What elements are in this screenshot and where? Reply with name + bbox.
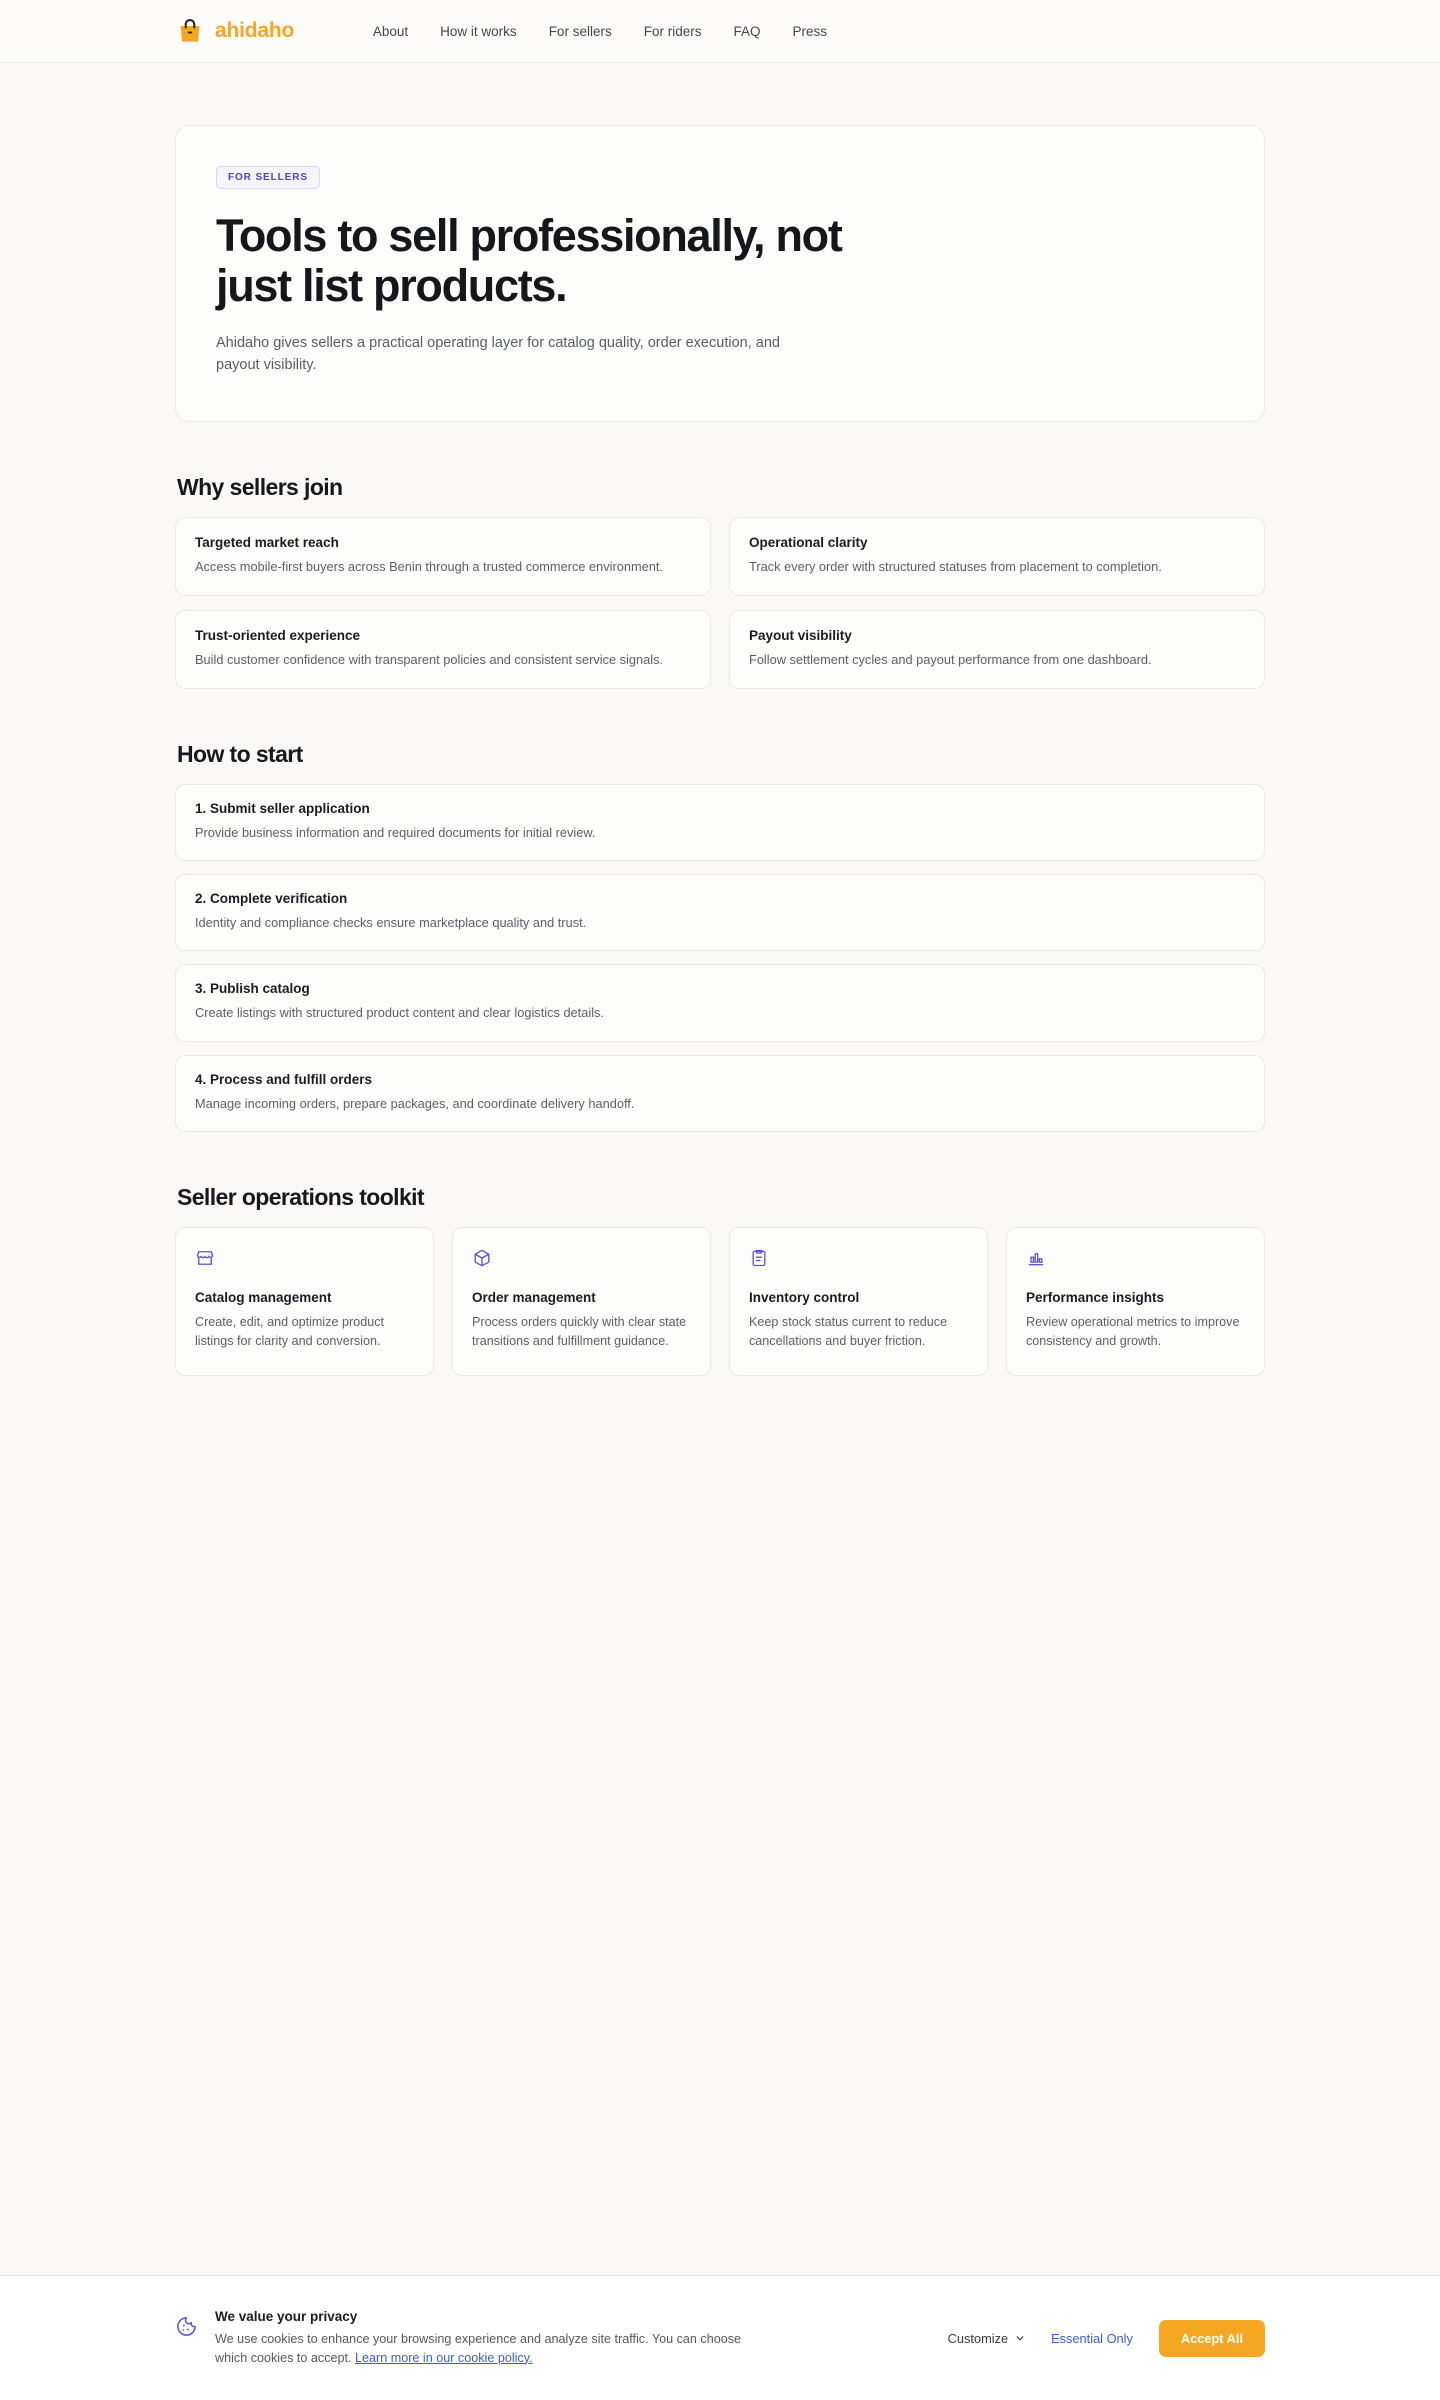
storefront-icon <box>195 1248 414 1268</box>
tool-card <box>729 1227 988 1376</box>
brand-name: ahidaho <box>215 19 295 42</box>
hero-section <box>175 125 1265 422</box>
benefit-card <box>175 610 711 689</box>
nav-link-faq[interactable]: FAQ <box>733 23 761 39</box>
tool-card <box>175 1227 434 1376</box>
step-title: 4. Process and fulfill orders <box>195 1071 373 1087</box>
cookie-message <box>175 2309 765 2368</box>
tool-card <box>452 1227 711 1376</box>
chevron-down-icon <box>1015 2331 1025 2346</box>
step-title: 3. Publish catalog <box>195 981 310 997</box>
step-description: Provide business information and required documents for initial review. <box>195 825 596 841</box>
benefits-grid <box>175 517 1265 689</box>
benefit-description: Follow settlement cycles and payout performance from one dashboard. <box>749 651 1152 667</box>
bar-chart-icon <box>1026 1248 1245 1268</box>
cookie-text <box>215 2330 765 2368</box>
benefit-title: Payout visibility <box>749 627 852 643</box>
page-content <box>175 63 1265 1376</box>
benefit-card <box>175 517 711 596</box>
accept-all-button[interactable]: Accept All <box>1159 2320 1265 2357</box>
step-description: Create listings with structured product content and clear logistics details. <box>195 1005 604 1021</box>
tool-title: Inventory control <box>749 1289 860 1305</box>
customize-label: Customize <box>947 2330 1009 2346</box>
nav-link-press[interactable]: Press <box>792 23 827 39</box>
cookie-policy-link[interactable]: Learn more in our cookie policy. <box>355 2350 533 2365</box>
step-description: Manage incoming orders, prepare packages, and coordinate delivery handoff. <box>195 1095 635 1111</box>
benefit-title: Operational clarity <box>749 534 868 550</box>
step-card <box>175 874 1265 951</box>
steps-list <box>175 784 1265 1132</box>
tool-description: Review operational metrics to improve consistency and growth. <box>1026 1314 1240 1348</box>
cookie-title: We value your privacy <box>215 2308 358 2324</box>
tool-description: Create, edit, and optimize product listings for clarity and conversion. <box>195 1314 385 1348</box>
step-card <box>175 964 1265 1041</box>
toolkit-grid <box>175 1227 1265 1376</box>
benefit-description: Track every order with structured statuses from placement to completion. <box>749 558 1162 574</box>
benefit-card <box>729 517 1265 596</box>
nav-link-about[interactable]: About <box>372 23 409 39</box>
benefit-description: Access mobile-first buyers across Benin through a trusted commerce environment. <box>195 558 663 574</box>
step-description: Identity and compliance checks ensure marketplace quality and trust. <box>195 915 587 931</box>
nav-link-how-it-works[interactable]: How it works <box>440 23 517 39</box>
cookie-consent-banner <box>0 2275 1440 2400</box>
package-icon <box>472 1248 691 1268</box>
step-card <box>175 1055 1265 1132</box>
steps-section-title: How to start <box>177 741 303 768</box>
site-header <box>0 0 1440 63</box>
tool-card <box>1006 1227 1265 1376</box>
shopping-bag-icon <box>175 16 205 46</box>
customize-cookies-button[interactable] <box>948 2331 1025 2346</box>
tool-title: Performance insights <box>1026 1289 1165 1305</box>
hero-subtitle: Ahidaho gives sellers a practical operating layer for catalog quality, order execution, and payout visibility. <box>216 334 780 374</box>
benefit-description: Build customer confidence with transparent policies and consistent service signals. <box>195 651 664 667</box>
toolkit-section-title: Seller operations toolkit <box>177 1183 424 1210</box>
benefit-card <box>729 610 1265 689</box>
benefits-section-title: Why sellers join <box>177 473 343 500</box>
tool-title: Catalog management <box>195 1289 332 1305</box>
cookie-actions <box>948 2320 1265 2357</box>
hero-eyebrow-badge: FOR SELLERS <box>216 166 320 189</box>
cookie-body-copy: We use cookies to enhance your browsing experience and analyze site traffic. You can choose which cookies to accept. <box>215 2331 742 2365</box>
brand-logo-link[interactable] <box>175 16 294 46</box>
essential-only-button[interactable]: Essential Only <box>1051 2330 1133 2346</box>
tool-description: Keep stock status current to reduce cancellations and buyer friction. <box>749 1314 948 1348</box>
cookie-icon <box>175 2309 198 2343</box>
benefit-title: Trust-oriented experience <box>195 627 361 643</box>
page-title: Tools to sell professionally, not just list products. <box>216 210 842 312</box>
tool-title: Order management <box>472 1289 596 1305</box>
nav-link-for-riders[interactable]: For riders <box>643 23 702 39</box>
benefit-title: Targeted market reach <box>195 534 339 550</box>
nav-link-for-sellers[interactable]: For sellers <box>548 23 612 39</box>
step-title: 2. Complete verification <box>195 891 348 907</box>
step-card <box>175 784 1265 861</box>
step-title: 1. Submit seller application <box>195 801 370 817</box>
main-nav <box>373 24 1440 39</box>
tool-description: Process orders quickly with clear state transitions and fulfillment guidance. <box>472 1314 687 1348</box>
clipboard-icon <box>749 1248 968 1268</box>
